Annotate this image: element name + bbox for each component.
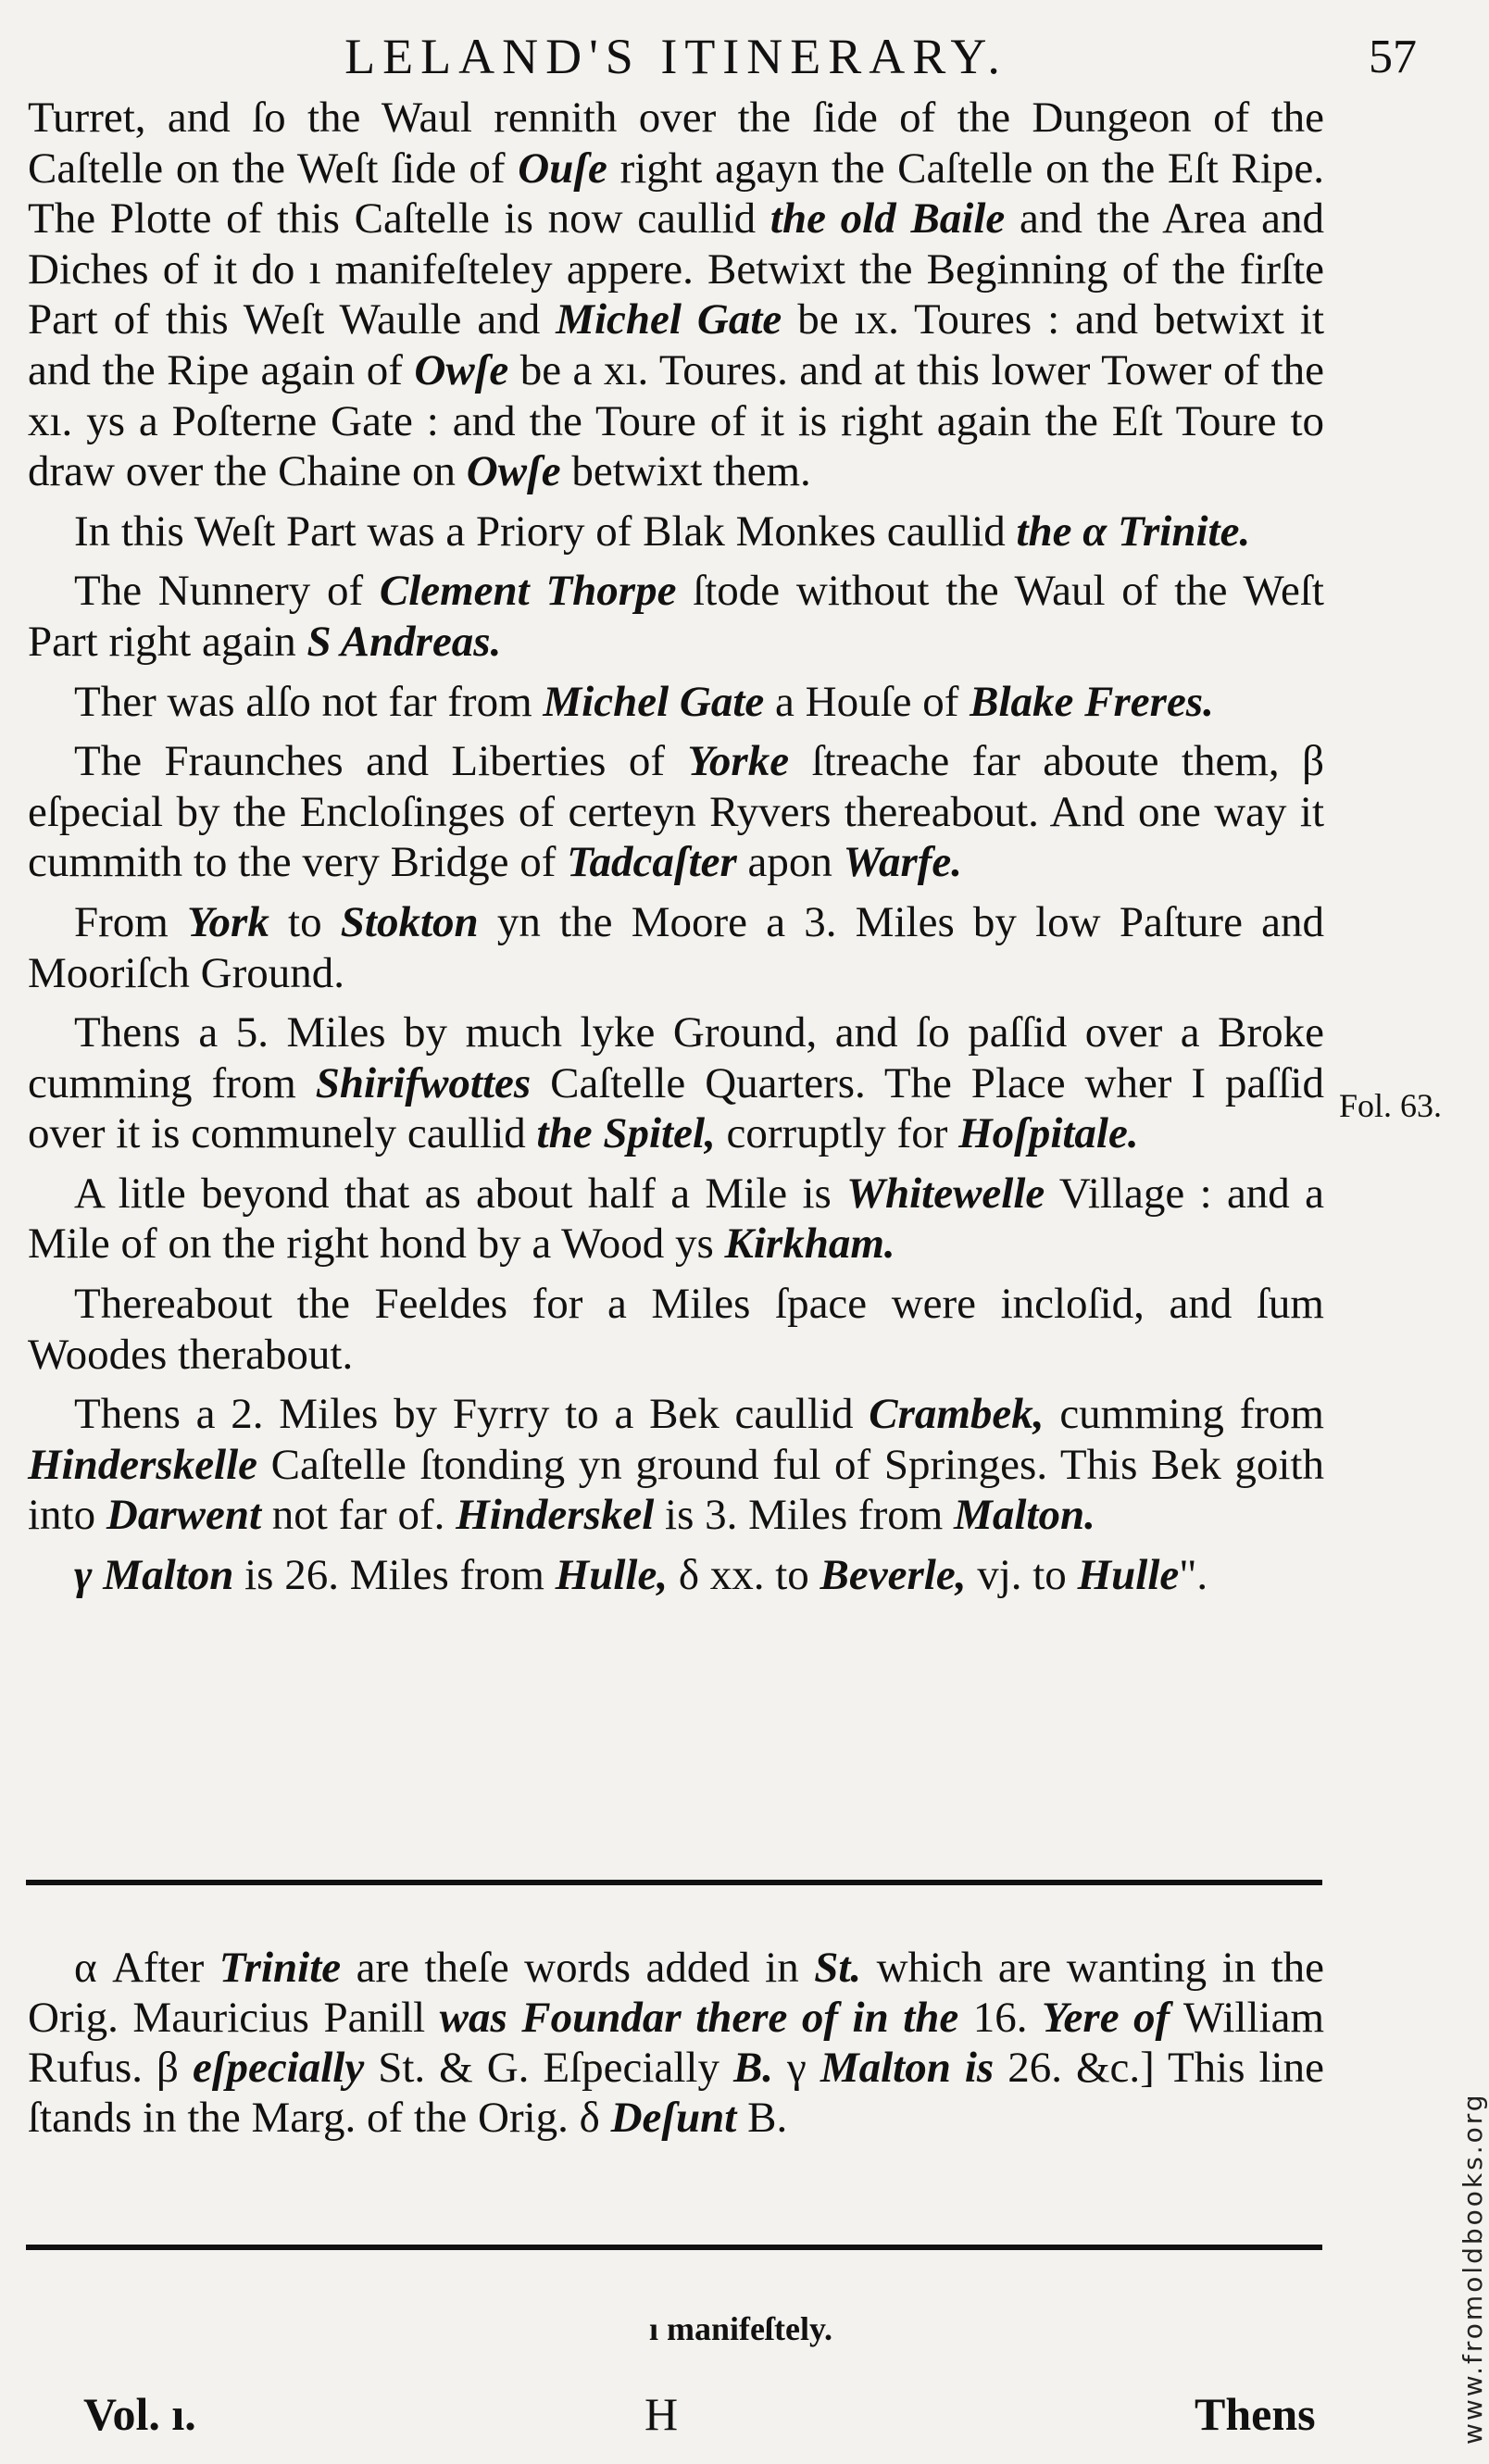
paragraph xyxy=(28,897,1324,998)
italic-run: Ouſe xyxy=(518,144,607,193)
italic-run: Trinite xyxy=(219,1944,342,1992)
text-run: 26. &c.] This line ſtands in the Marg. of the Orig. δ xyxy=(28,2044,1324,2142)
text-run: α After xyxy=(74,1944,219,1992)
italic-run: Yorke xyxy=(687,737,790,786)
text-run: Caſtelle Quarters. The Place wher I paſſid over it is communely caullid xyxy=(28,1058,1324,1158)
paragraph xyxy=(28,566,1324,667)
text-run: which are wanting in the Orig. Mauricius Panill xyxy=(28,1944,1325,2042)
paragraph xyxy=(28,1169,1324,1270)
footnote-rule xyxy=(26,1880,1322,1885)
italic-run: the Spitel, xyxy=(536,1109,716,1158)
italic-run: St. xyxy=(814,1944,862,1992)
text-run: γ xyxy=(773,2044,820,2092)
text-run: to xyxy=(269,897,341,946)
text-run: vj. to xyxy=(966,1551,1078,1600)
italic-run: Owſe xyxy=(466,447,561,496)
text-run: Ther was alſo not far from xyxy=(74,677,544,726)
italic-run: York xyxy=(187,897,269,946)
italic-run: Whitewelle xyxy=(846,1169,1045,1218)
paragraph xyxy=(28,93,1324,497)
margin-folio-note: Fol. 63. xyxy=(1339,1087,1443,1124)
text-run: The Nunnery of xyxy=(74,567,380,616)
italic-run: was Foundar there of in the xyxy=(439,1994,959,2042)
text-run: A litle beyond that as about half a Mile is xyxy=(74,1169,847,1218)
italic-run: Kirkham. xyxy=(724,1219,895,1269)
text-run: From xyxy=(74,897,188,946)
page-number: 57 xyxy=(1369,31,1417,83)
text-run: 16. xyxy=(958,1994,1043,2042)
italic-run: the old Baile xyxy=(770,194,1006,244)
italic-run: eſpecially xyxy=(192,2044,365,2092)
signature-mark: H xyxy=(644,2388,679,2440)
italic-run: Beverle, xyxy=(820,1551,967,1600)
text-run: apon xyxy=(736,838,844,887)
text-run: are theſe words added in xyxy=(341,1944,815,1992)
text-run: ". xyxy=(1179,1551,1208,1600)
italic-run: Yere of xyxy=(1042,1994,1170,2042)
text-run: be ıx. Toures : and betwixt it and the Ripe again of xyxy=(28,295,1324,394)
text-run: St. & G. Eſpecially xyxy=(364,2044,733,2092)
text-run: betwixt them. xyxy=(560,447,811,496)
italic-run: Blake Freres. xyxy=(970,677,1214,726)
italic-run: Owſe xyxy=(414,345,509,394)
main-text xyxy=(28,93,1324,1601)
paragraph xyxy=(28,677,1324,728)
italic-run: γ Malton xyxy=(74,1551,234,1600)
paragraph xyxy=(28,1279,1324,1380)
italic-run: Michel Gate xyxy=(543,677,765,726)
volume-label: Vol. ı. xyxy=(83,2388,196,2440)
italic-run: Stokton xyxy=(340,897,479,946)
text-run: Thereabout the Feeldes for a Miles ſpace were incloſid, and ſum Woodes therabout. xyxy=(28,1280,1324,1379)
paragraph xyxy=(28,736,1324,888)
footnotes xyxy=(28,1943,1324,2143)
italic-run: S Andreas. xyxy=(307,617,502,666)
italic-run: Hinderskel xyxy=(456,1491,655,1540)
text-run: In this Weſt Part was a Priory of Blak Monkes caullid xyxy=(74,507,1017,556)
text-run: The Fraunches and Liberties of xyxy=(74,737,688,786)
italic-run: B. xyxy=(732,2044,774,2092)
text-run: δ xx. to xyxy=(668,1551,820,1600)
text-run: William Rufus. β xyxy=(28,1994,1324,2092)
italic-run: Hulle xyxy=(1077,1551,1180,1600)
text-run: is 26. Miles from xyxy=(233,1551,556,1600)
text-run: right agayn the Caſtelle on the Eſt Ripe. The Plotte of this Caſtelle is now caullid xyxy=(28,144,1324,244)
text-run: B. xyxy=(736,2094,788,2142)
text-run: a Houſe of xyxy=(764,677,970,726)
catchword: Thens xyxy=(1195,2388,1316,2440)
running-title: LELAND'S ITINERARY. xyxy=(344,29,1007,84)
text-run: Thens a 5. Miles by much lyke Ground, and ſo paſſid over a Broke cumming from xyxy=(28,1008,1324,1107)
italic-run: the α Trinite. xyxy=(1016,507,1251,556)
footnote-bottom-rule xyxy=(26,2245,1322,2250)
italic-run: Malton is xyxy=(820,2044,995,2092)
text-run: Turret, and ſo the Waul rennith over the ſide of the Dungeon of the Caſtelle on the Weſt ſide of xyxy=(28,94,1324,193)
paragraph xyxy=(28,507,1324,557)
text-run: cumming from xyxy=(1044,1390,1324,1439)
italic-run: Shirifwottes xyxy=(315,1058,532,1107)
italic-run: Hinderskelle xyxy=(28,1440,258,1489)
text-run: Thens a 2. Miles by Fyrry to a Bek caullid xyxy=(74,1390,870,1439)
watermark-text: www.fromoldbooks.org xyxy=(1458,2092,1488,2445)
italic-run: Malton. xyxy=(954,1491,1095,1540)
text-run: and the Area and Diches of it do ı manifeſteley appere. Betwixt the Beginning of the firſte Part of this Weſt Waulle and xyxy=(28,194,1324,344)
italic-run: Hulle, xyxy=(555,1551,669,1600)
italic-run: Warfe. xyxy=(843,838,963,887)
text-run: yn the Moore a 3. Miles by low Paſture and Mooriſch Ground. xyxy=(28,897,1324,997)
paragraph xyxy=(28,1007,1324,1159)
paragraph xyxy=(28,1389,1324,1541)
text-run: be a xı. Toures. and at this lower Tower of the xı. ys a Poſterne Gate : and the Toure of it is right again the Eſt Toure to draw over the Chaine on xyxy=(28,345,1324,496)
italic-run: Darwent xyxy=(106,1491,262,1540)
italic-run: Michel Gate xyxy=(556,295,782,344)
paragraph xyxy=(28,1550,1324,1601)
text-run: Village : and a Mile of on the right hond by a Wood ys xyxy=(28,1169,1324,1269)
watermark xyxy=(1446,1815,1488,2463)
italic-run: Deſunt xyxy=(610,2094,737,2142)
text-run: Caſtelle ſtonding yn ground ful of Springes. This Bek goith into xyxy=(28,1440,1324,1540)
text-run: ſtreache far aboute them, β eſpecial by the Encloſinges of certeyn Ryvers thereabout. And one way it cummith to the very Bridge of xyxy=(28,737,1324,887)
lower-note: ı manifeſtely. xyxy=(649,2310,832,2347)
text-run: corruptly for xyxy=(715,1109,959,1158)
footnote-paragraph xyxy=(28,1943,1324,2143)
italic-run: Clement Thorpe xyxy=(379,567,677,616)
italic-run: Crambek, xyxy=(869,1390,1045,1439)
italic-run: Hoſpitale. xyxy=(958,1109,1139,1158)
text-run: ſtode without the Waul of the Weſt Part right again xyxy=(28,567,1324,666)
text-run: is 3. Miles from xyxy=(654,1491,955,1540)
text-run: not far of. xyxy=(261,1491,457,1540)
italic-run: Tadcaſter xyxy=(567,838,737,887)
